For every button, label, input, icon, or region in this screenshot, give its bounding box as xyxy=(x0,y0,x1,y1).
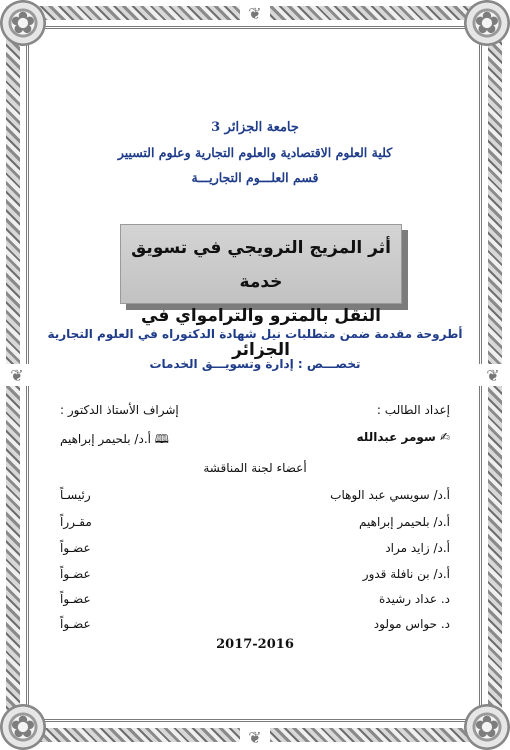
corner-ornament-icon: ✿ xyxy=(464,0,510,46)
committee-member-name: أ.د/ زايد مراد xyxy=(385,541,450,555)
university-name: جامعة الجزائر 3 xyxy=(211,120,299,135)
bottom-ornament-icon: ❦ xyxy=(240,726,270,748)
committee-member-name: د. عداد رشيدة xyxy=(379,592,450,606)
corner-ornament-icon: ✿ xyxy=(0,704,46,750)
faculty-name: كلية العلوم الاقتصادية والعلوم التجارية وعلوم التسيير xyxy=(117,145,393,160)
committee-member-name: أ.د/ بلحيمر إبراهيم xyxy=(359,515,450,529)
student-name-row xyxy=(357,430,450,444)
right-ornament-icon: ❦ xyxy=(478,364,508,386)
committee-member-name: د. حواس مولود xyxy=(373,617,450,631)
committee-member-role: رئيسـاً xyxy=(60,488,91,502)
academic-year: 2017-2016 xyxy=(216,637,294,652)
supervisor-name-row xyxy=(60,430,169,451)
thesis-statement: أطروحة مقدمة ضمن متطلبات نيل شهادة الدكتوراه في العلوم التجارية xyxy=(47,327,463,341)
student-name: سومر عبدالله xyxy=(356,430,436,444)
specialization: تخصـــص : إدارة وتسويـــق الخدمات xyxy=(149,357,361,371)
committee-member-role: عضـواً xyxy=(60,541,91,555)
committee-member-role: عضـواً xyxy=(60,567,91,581)
pen-icon: ✍ xyxy=(439,430,450,444)
committee-member-name: أ.د/ سويسي عبد الوهاب xyxy=(330,488,450,502)
supervisor-name: أ.د/ بلحيمر إبراهيم xyxy=(60,432,151,446)
corner-ornament-icon: ✿ xyxy=(0,0,46,46)
left-ornament-icon: ❦ xyxy=(2,364,32,386)
thesis-title-line-2: النقل بالمترو والترامواي في الجزائر xyxy=(141,306,381,360)
committee-member-role: مقـرراً xyxy=(60,515,92,529)
thesis-title-line-1: أثر المزيج الترويجي في تسويق خدمة xyxy=(131,238,391,292)
student-label: إعداد الطالب : xyxy=(376,403,450,417)
committee-member-name: أ.د/ بن نافلة قدور xyxy=(362,567,450,581)
book-icon: 🕮 xyxy=(154,432,169,446)
department-name: قسم العلـــوم التجاريـــة xyxy=(191,170,319,185)
top-ornament-icon: ❦ xyxy=(240,2,270,24)
committee-heading: أعضاء لجنة المناقشة xyxy=(203,461,307,475)
corner-ornament-icon: ✿ xyxy=(464,704,510,750)
supervisor-label: إشراف الأستاذ الدكتور : xyxy=(60,403,179,417)
committee-member-role: عضـواً xyxy=(60,617,91,631)
committee-member-role: عضـواً xyxy=(60,592,91,606)
